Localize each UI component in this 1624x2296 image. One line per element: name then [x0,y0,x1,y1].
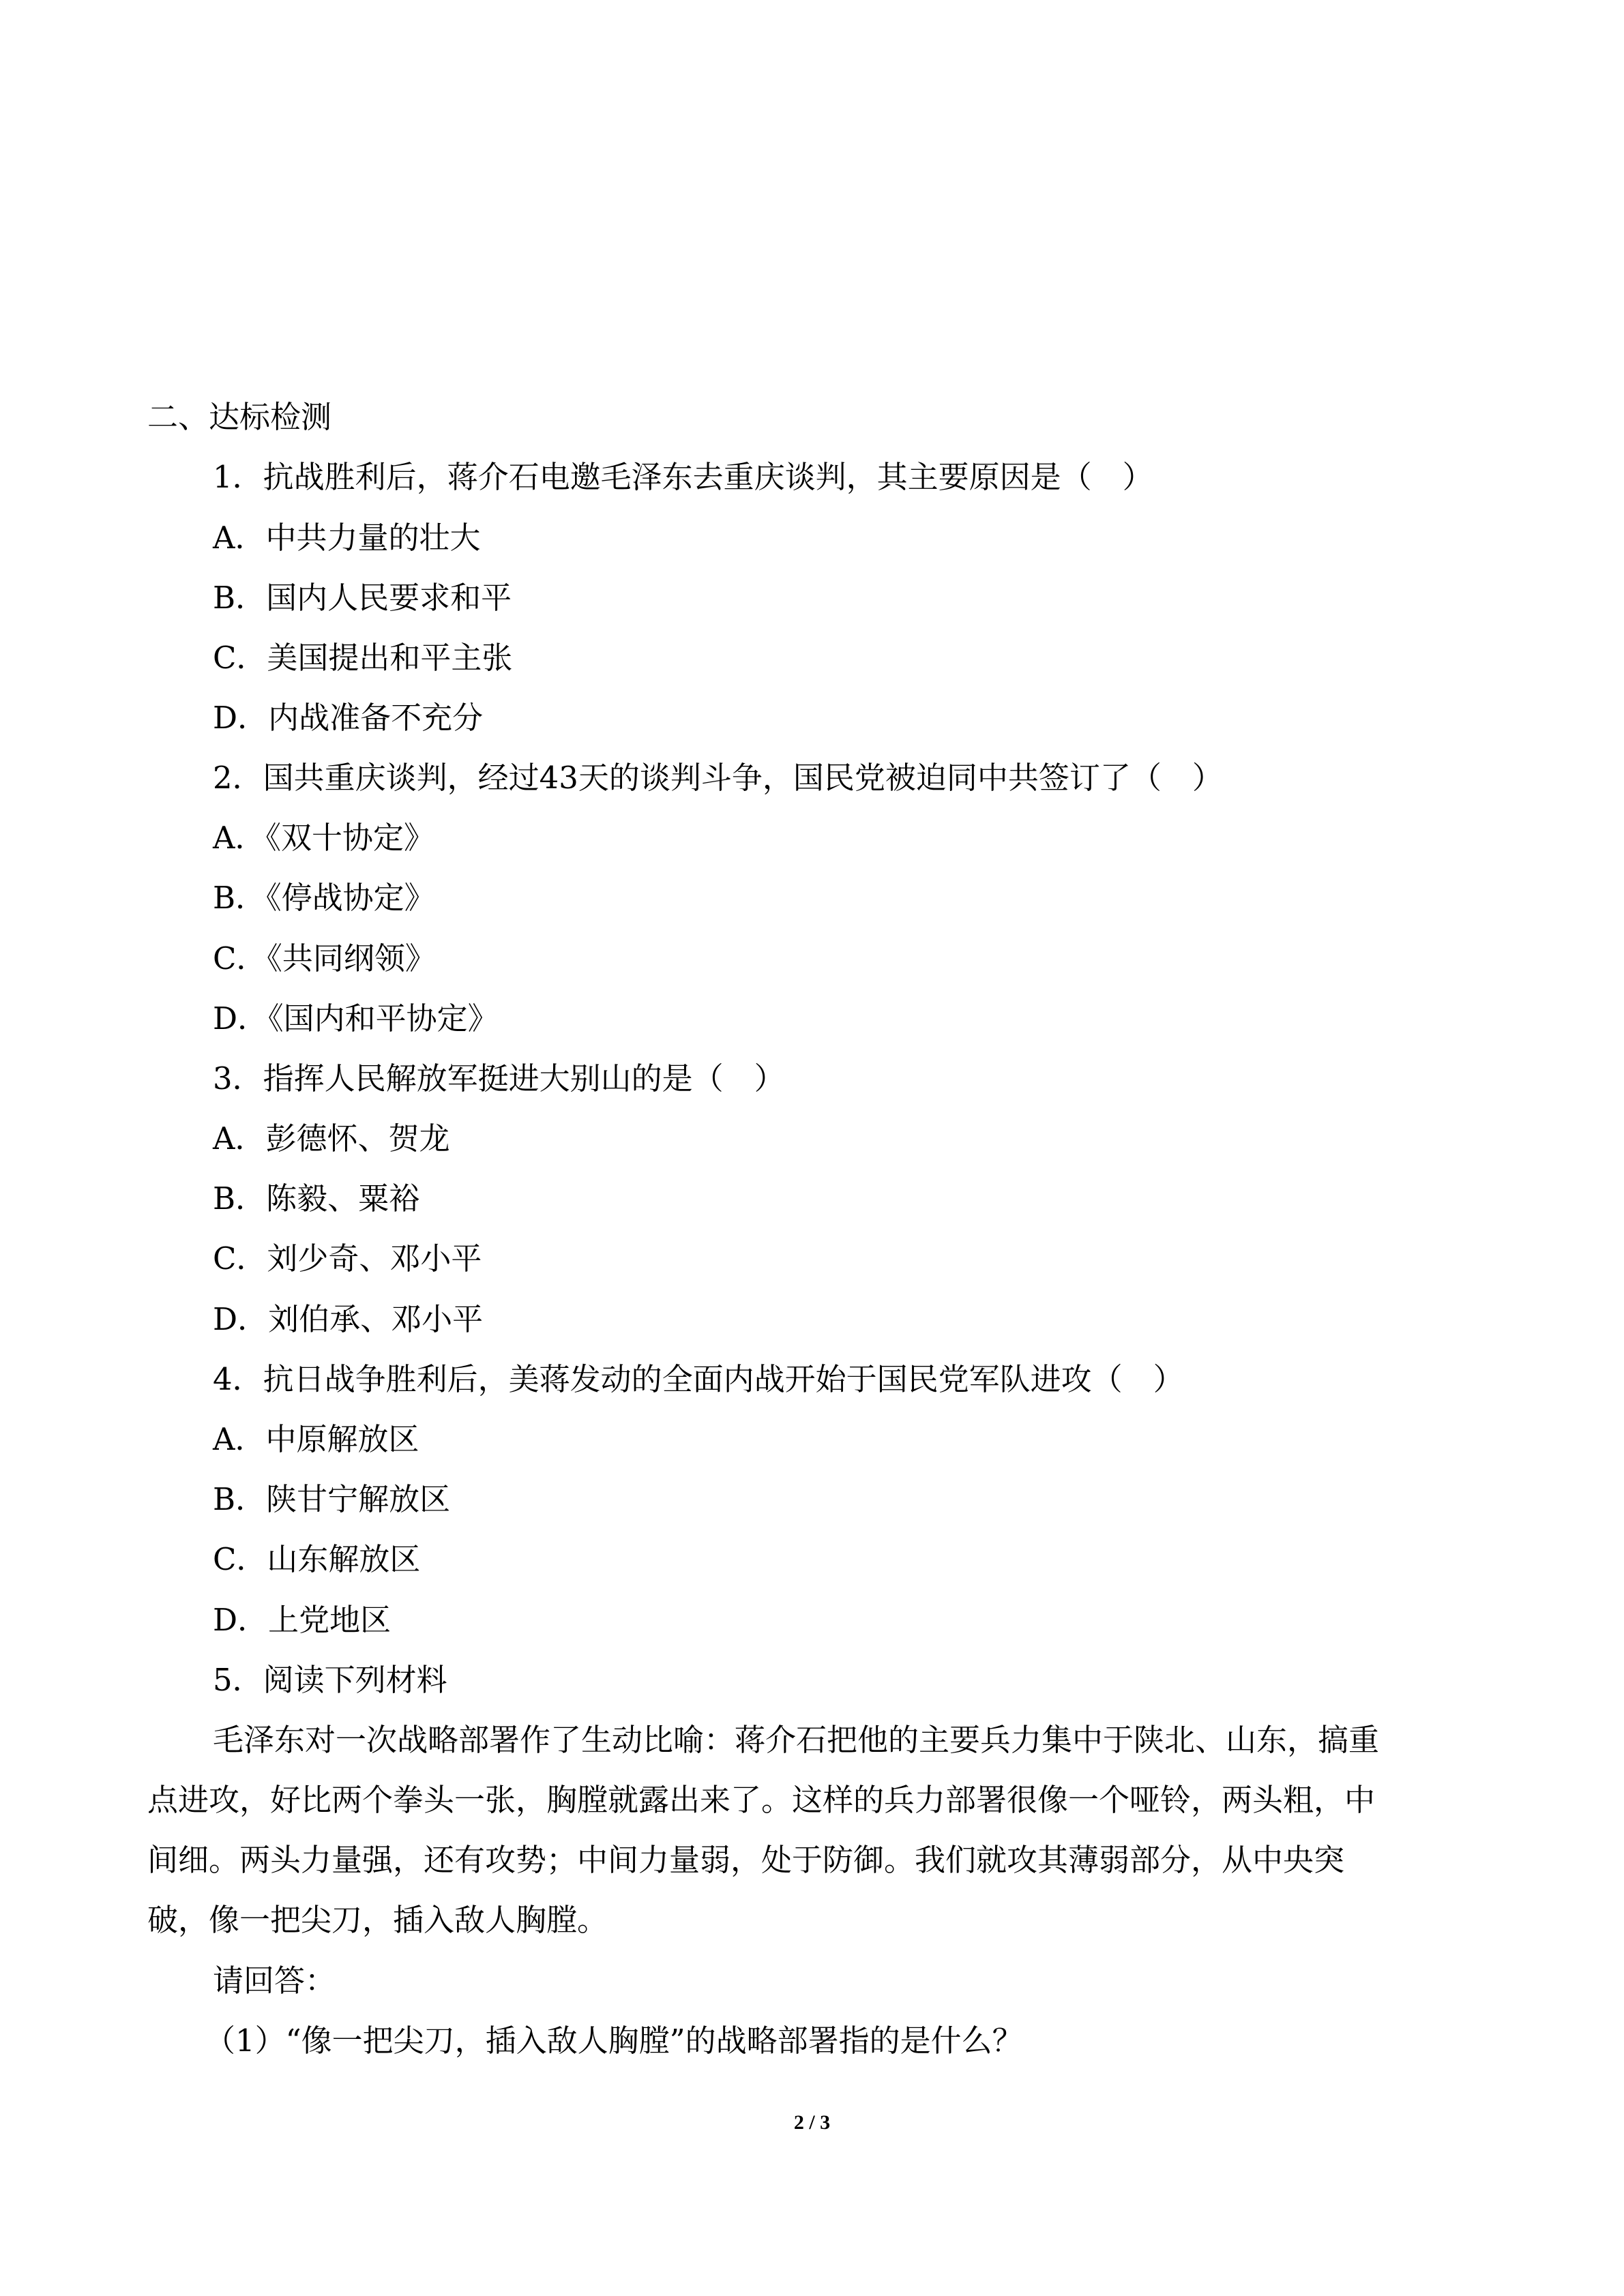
question-2-option-b: B．《停战协定》 [213,880,435,916]
answer-prompt: 请回答： [213,1963,336,1999]
question-1-option-d: D．内战准备不充分 [213,700,484,736]
question-2-option-d: D．《国内和平协定》 [213,1000,499,1037]
question-3-option-d: D．刘伯承、邓小平 [213,1301,484,1337]
question-2-stem: 2．国共重庆谈判，经过43天的谈判斗争，国民党被迫同中共签订了（ ） [213,760,1223,796]
question-4-stem: 4．抗日战争胜利后，美蒋发动的全面内战开始于国民党军队进攻（ ） [213,1361,1184,1397]
material-line: 毛泽东对一次战略部署作了生动比喻：蒋介石把他的主要兵力集中于陕北、山东，搞重 [213,1722,1380,1758]
material-line: 破，像一把尖刀，插入敌人胸膛。 [147,1902,608,1938]
material-line: 间细。两头力量强，还有攻势；中间力量弱，处于防御。我们就攻其薄弱部分，从中央突 [147,1842,1345,1878]
question-4-option-a: A．中原解放区 [213,1421,419,1457]
sub-question-1: （1）“像一把尖刀，插入敌人胸膛”的战略部署指的是什么？ [205,2023,1023,2059]
question-1-option-b: B．国内人民要求和平 [213,580,512,616]
question-3-option-a: A．彭德怀、贺龙 [213,1120,450,1157]
material-line: 点进攻，好比两个拳头一张，胸膛就露出来了。这样的兵力部署很像一个哑铃，两头粗，中 [147,1782,1376,1818]
question-2-option-a: A．《双十协定》 [213,820,434,856]
question-3-option-c: C．刘少奇、邓小平 [213,1240,482,1277]
question-1-option-c: C．美国提出和平主张 [213,640,513,676]
question-5-stem: 5．阅读下列材料 [213,1662,447,1698]
question-1-option-a: A．中共力量的壮大 [213,520,481,556]
question-3-option-b: B．陈毅、粟裕 [213,1180,420,1217]
question-1-stem: 1．抗战胜利后，蒋介石电邀毛泽东去重庆谈判，其主要原因是（ ） [213,459,1153,495]
question-3-stem: 3．指挥人民解放军挺进大别山的是（ ） [213,1060,785,1097]
question-2-option-c: C．《共同纲领》 [213,940,436,976]
question-4-option-b: B．陕甘宁解放区 [213,1481,451,1517]
section-heading: 二、达标检测 [147,399,332,435]
page-number: 2 / 3 [793,2111,831,2134]
question-4-option-c: C．山东解放区 [213,1541,421,1577]
question-4-option-d: D．上党地区 [213,1602,392,1638]
